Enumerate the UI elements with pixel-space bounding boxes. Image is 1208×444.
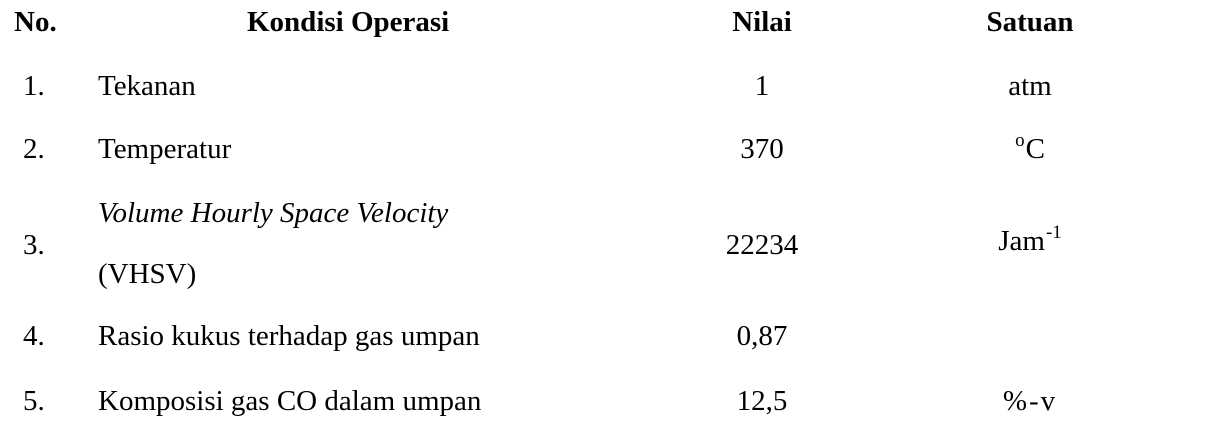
row-satuan: %-v bbox=[1002, 385, 1058, 417]
satuan-unit: Jam bbox=[998, 225, 1045, 257]
row-satuan: atm bbox=[1008, 70, 1052, 102]
row-kondisi-line1: Volume Hourly Space Velocity bbox=[98, 197, 449, 229]
header-nilai: Nilai bbox=[732, 6, 792, 38]
row-number: 4. bbox=[23, 320, 45, 352]
row-nilai: 0,87 bbox=[736, 320, 788, 352]
header-kondisi-operasi: Kondisi Operasi bbox=[247, 6, 450, 38]
satuan-superscript: o bbox=[1015, 130, 1025, 151]
row-nilai: 1 bbox=[754, 70, 770, 102]
satuan-superscript: -1 bbox=[1045, 222, 1062, 243]
row-kondisi: Temperatur bbox=[98, 133, 232, 165]
row-nilai: 22234 bbox=[725, 229, 799, 261]
row-nilai: 12,5 bbox=[736, 385, 788, 417]
satuan-unit: C bbox=[1025, 133, 1045, 165]
header-satuan: Satuan bbox=[986, 6, 1074, 38]
row-number: 5. bbox=[23, 385, 45, 417]
row-number: 2. bbox=[23, 133, 45, 165]
row-kondisi: Rasio kukus terhadap gas umpan bbox=[98, 320, 480, 352]
row-nilai: 370 bbox=[740, 133, 784, 165]
row-kondisi: Tekanan bbox=[98, 70, 196, 102]
row-satuan bbox=[1015, 130, 1045, 165]
row-number: 1. bbox=[23, 70, 45, 102]
row-kondisi-line2: (VHSV) bbox=[98, 258, 197, 290]
row-satuan bbox=[998, 222, 1062, 257]
row-kondisi: Komposisi gas CO dalam umpan bbox=[98, 385, 482, 417]
header-no: No. bbox=[14, 6, 57, 38]
row-number: 3. bbox=[23, 229, 45, 261]
